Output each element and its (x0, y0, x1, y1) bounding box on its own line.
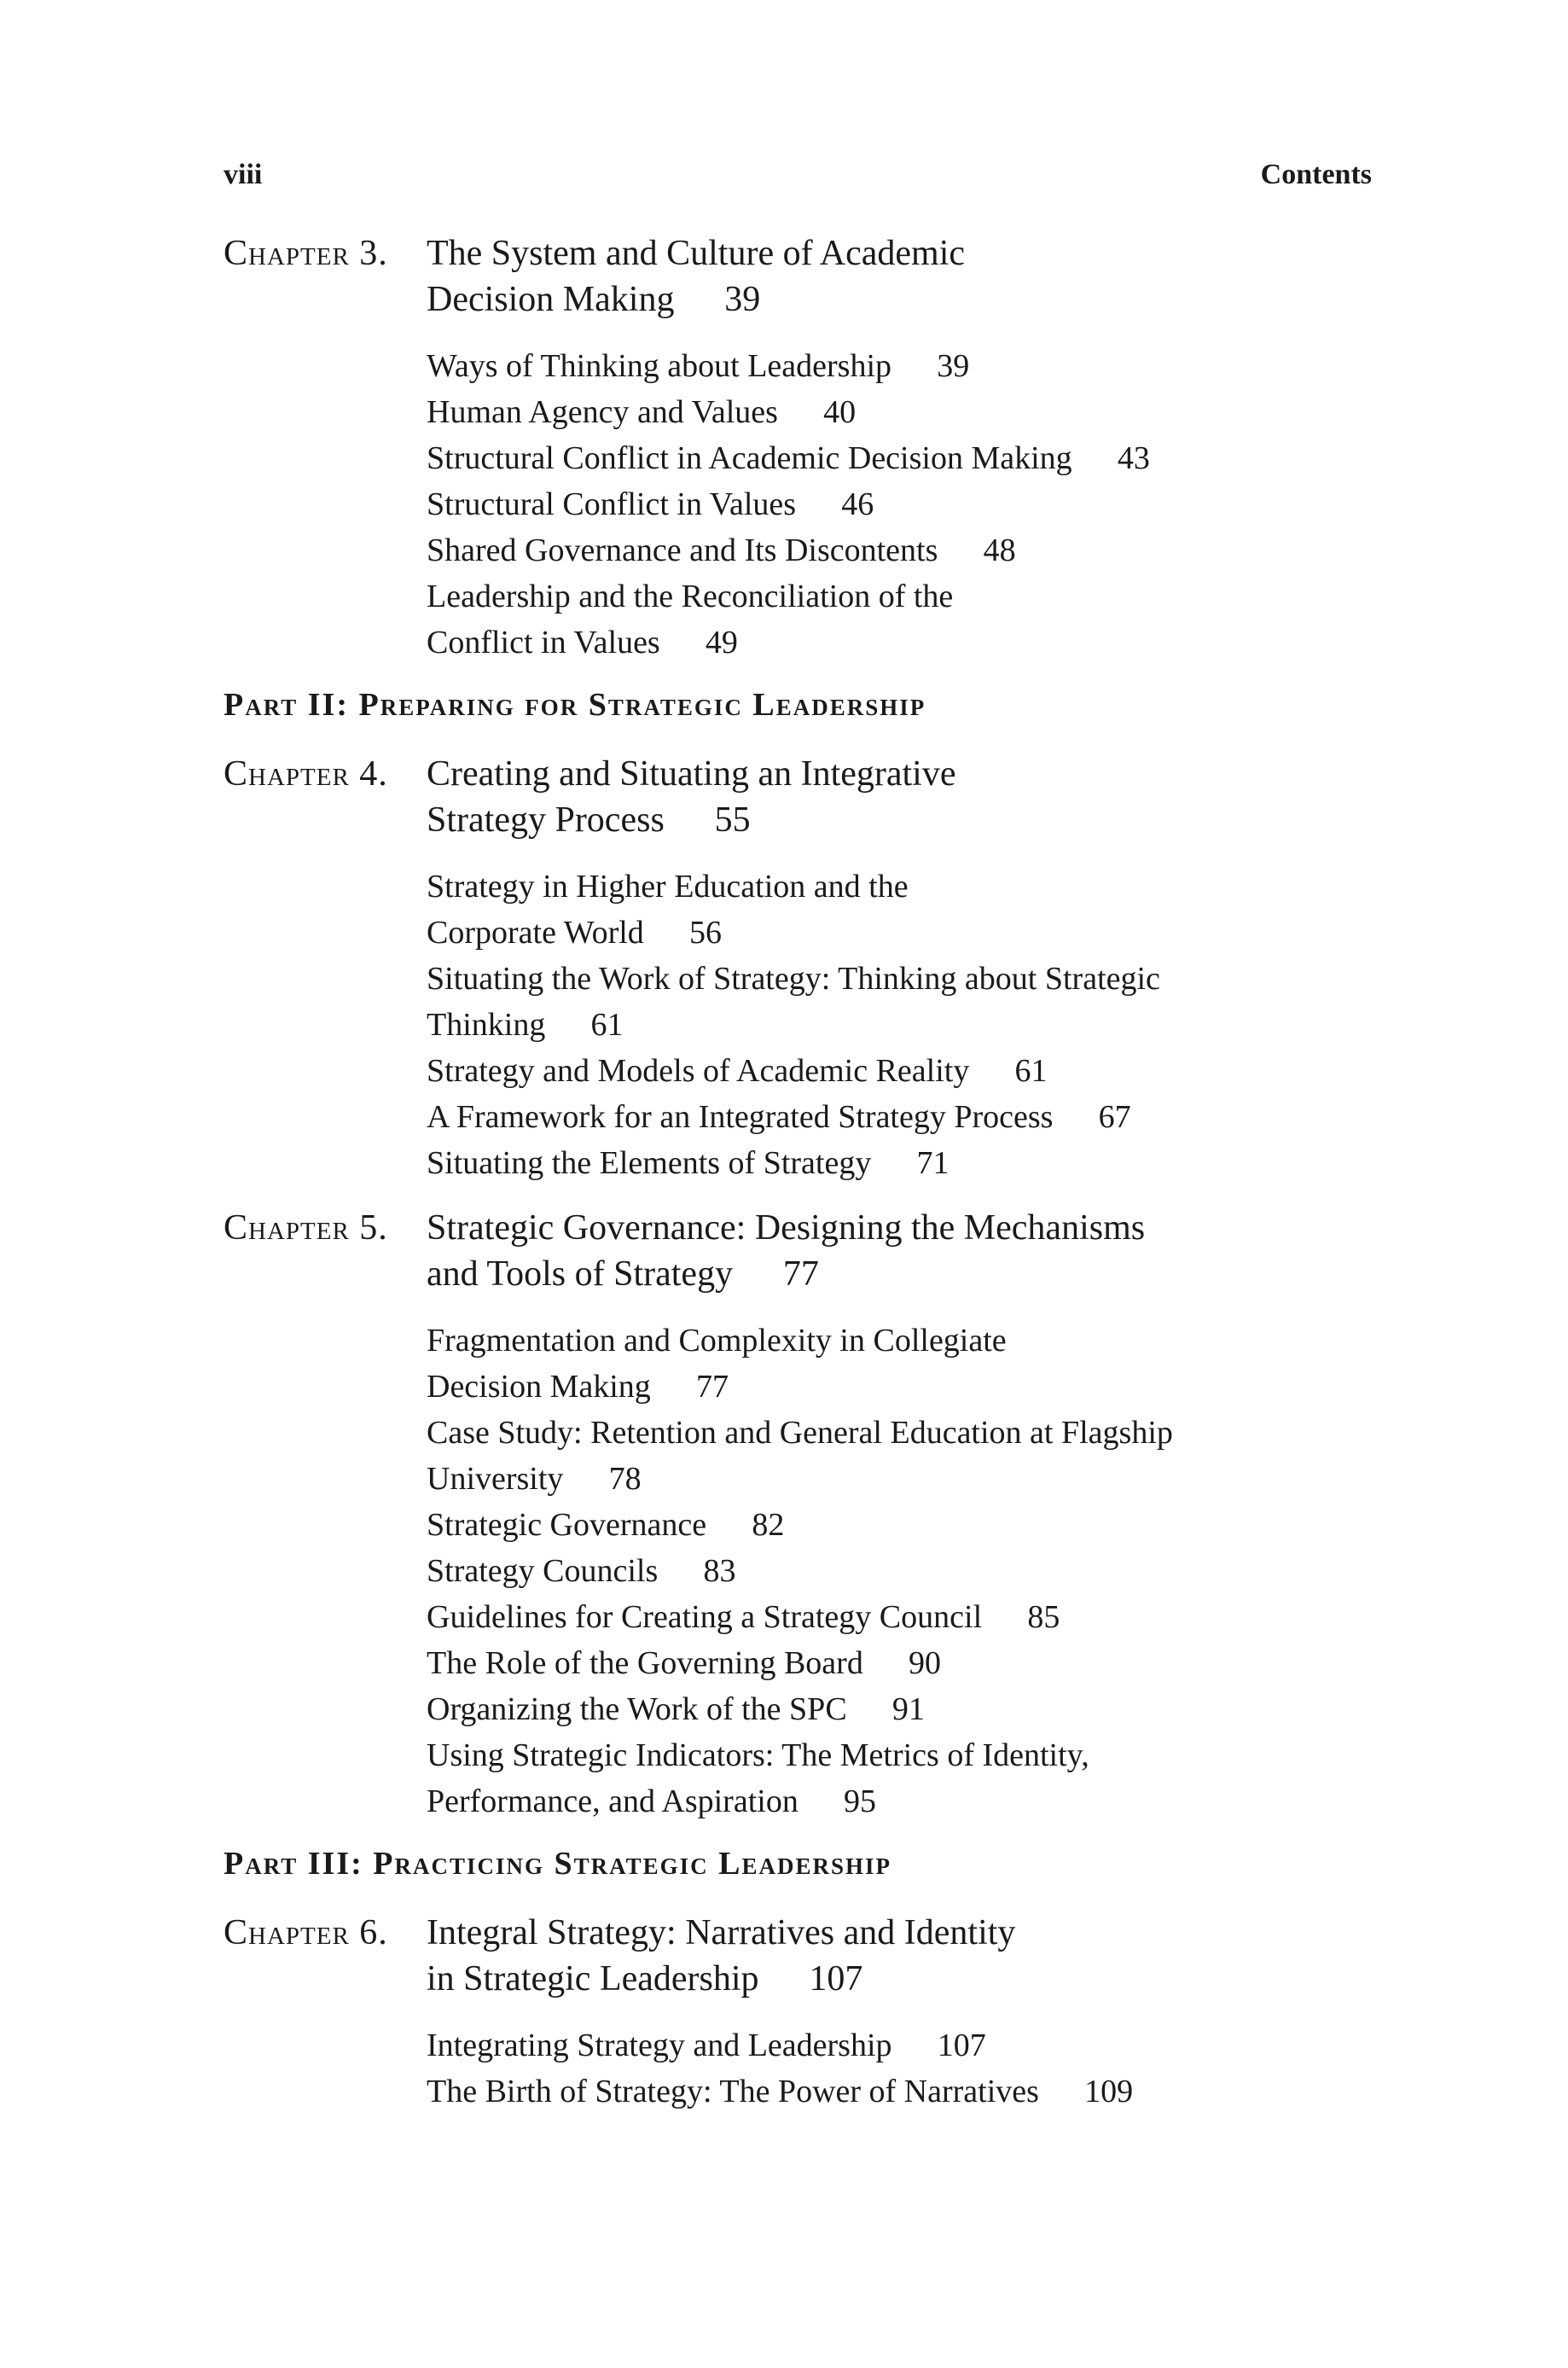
toc-entry: Strategic Governance 82 (427, 1507, 785, 1543)
toc-entry: Using Strategic Indicators: The Metrics of Identity, Performance, and Aspiration 95 (427, 1737, 1089, 1819)
chapter-title: Creating and Situating an Integrative Strategy Process 55 (427, 751, 1375, 843)
toc-entry: Leadership and the Reconciliation of the Conflict in Values 49 (427, 579, 954, 660)
toc-entry: Structural Conflict in Academic Decision Making 43 (427, 440, 1150, 476)
chapter-6 (224, 1910, 1375, 2115)
running-head (224, 159, 1372, 193)
section-list (427, 2022, 1375, 2115)
toc-entry: A Framework for an Integrated Strategy Process 67 (427, 1099, 1131, 1135)
part-heading: Part III: Practicing Strategic Leadership (224, 1846, 892, 1882)
chapter-page: 77 (782, 1254, 819, 1294)
toc-entry: Strategy Councils 83 (427, 1553, 736, 1589)
toc-entry: Structural Conflict in Values 46 (427, 486, 874, 522)
chapter-title: The System and Culture of Academic Decision Making 39 (427, 230, 1375, 323)
toc-entry: Guidelines for Creating a Strategy Council 85 (427, 1599, 1060, 1635)
toc-entry: The Birth of Strategy: The Power of Narratives 109 (427, 2074, 1134, 2109)
chapter-label: Chapter 4. (224, 754, 388, 794)
chapter-heading (224, 230, 1375, 323)
chapter-page: 107 (809, 1959, 863, 1999)
chapter-label: Chapter 6. (224, 1913, 388, 1952)
toc-entry: Shared Governance and Its Discontents 48 (427, 532, 1016, 568)
toc-entry: Fragmentation and Complexity in Collegiate Decision Making 77 (427, 1323, 1007, 1405)
chapter-page: 55 (714, 800, 751, 840)
section-list (427, 864, 1375, 1186)
toc-entry: Strategy and Models of Academic Reality 61 (427, 1053, 1048, 1089)
page-number: viii (224, 159, 263, 190)
toc-entry: Organizing the Work of the SPC 91 (427, 1691, 925, 1727)
chapter-title: Integral Strategy: Narratives and Identity in Strategic Leadership 107 (427, 1910, 1375, 2002)
toc-entry: Situating the Elements of Strategy 71 (427, 1145, 950, 1181)
toc-entry: Situating the Work of Strategy: Thinking about Strategic Thinking 61 (427, 961, 1160, 1043)
toc-entry: Ways of Thinking about Leadership 39 (427, 348, 970, 384)
section-list (427, 1318, 1375, 1824)
chapter-label: Chapter 5. (224, 1208, 388, 1248)
toc-entry: Case Study: Retention and General Education at Flagship University 78 (427, 1415, 1173, 1497)
running-title: Contents (1260, 159, 1372, 190)
chapter-title: Strategic Governance: Designing the Mechanisms and Tools of Strategy 77 (427, 1205, 1375, 1297)
toc-entry: Human Agency and Values 40 (427, 394, 857, 430)
toc-entry: The Role of the Governing Board 90 (427, 1645, 941, 1681)
table-of-contents (224, 230, 1375, 2133)
toc-entry: Strategy in Higher Education and the Corporate World 56 (427, 869, 909, 951)
chapter-heading (224, 1910, 1375, 2002)
section-list (427, 343, 1375, 666)
chapter-page: 39 (724, 280, 761, 319)
toc-entry: Integrating Strategy and Leadership 107 (427, 2028, 986, 2063)
chapter-heading (224, 751, 1375, 843)
part-heading: Part II: Preparing for Strategic Leadership (224, 687, 926, 723)
chapter-heading (224, 1205, 1375, 1297)
chapter-5 (224, 1205, 1375, 1824)
chapter-3 (224, 230, 1375, 666)
chapter-4 (224, 751, 1375, 1186)
chapter-label: Chapter 3. (224, 234, 388, 273)
